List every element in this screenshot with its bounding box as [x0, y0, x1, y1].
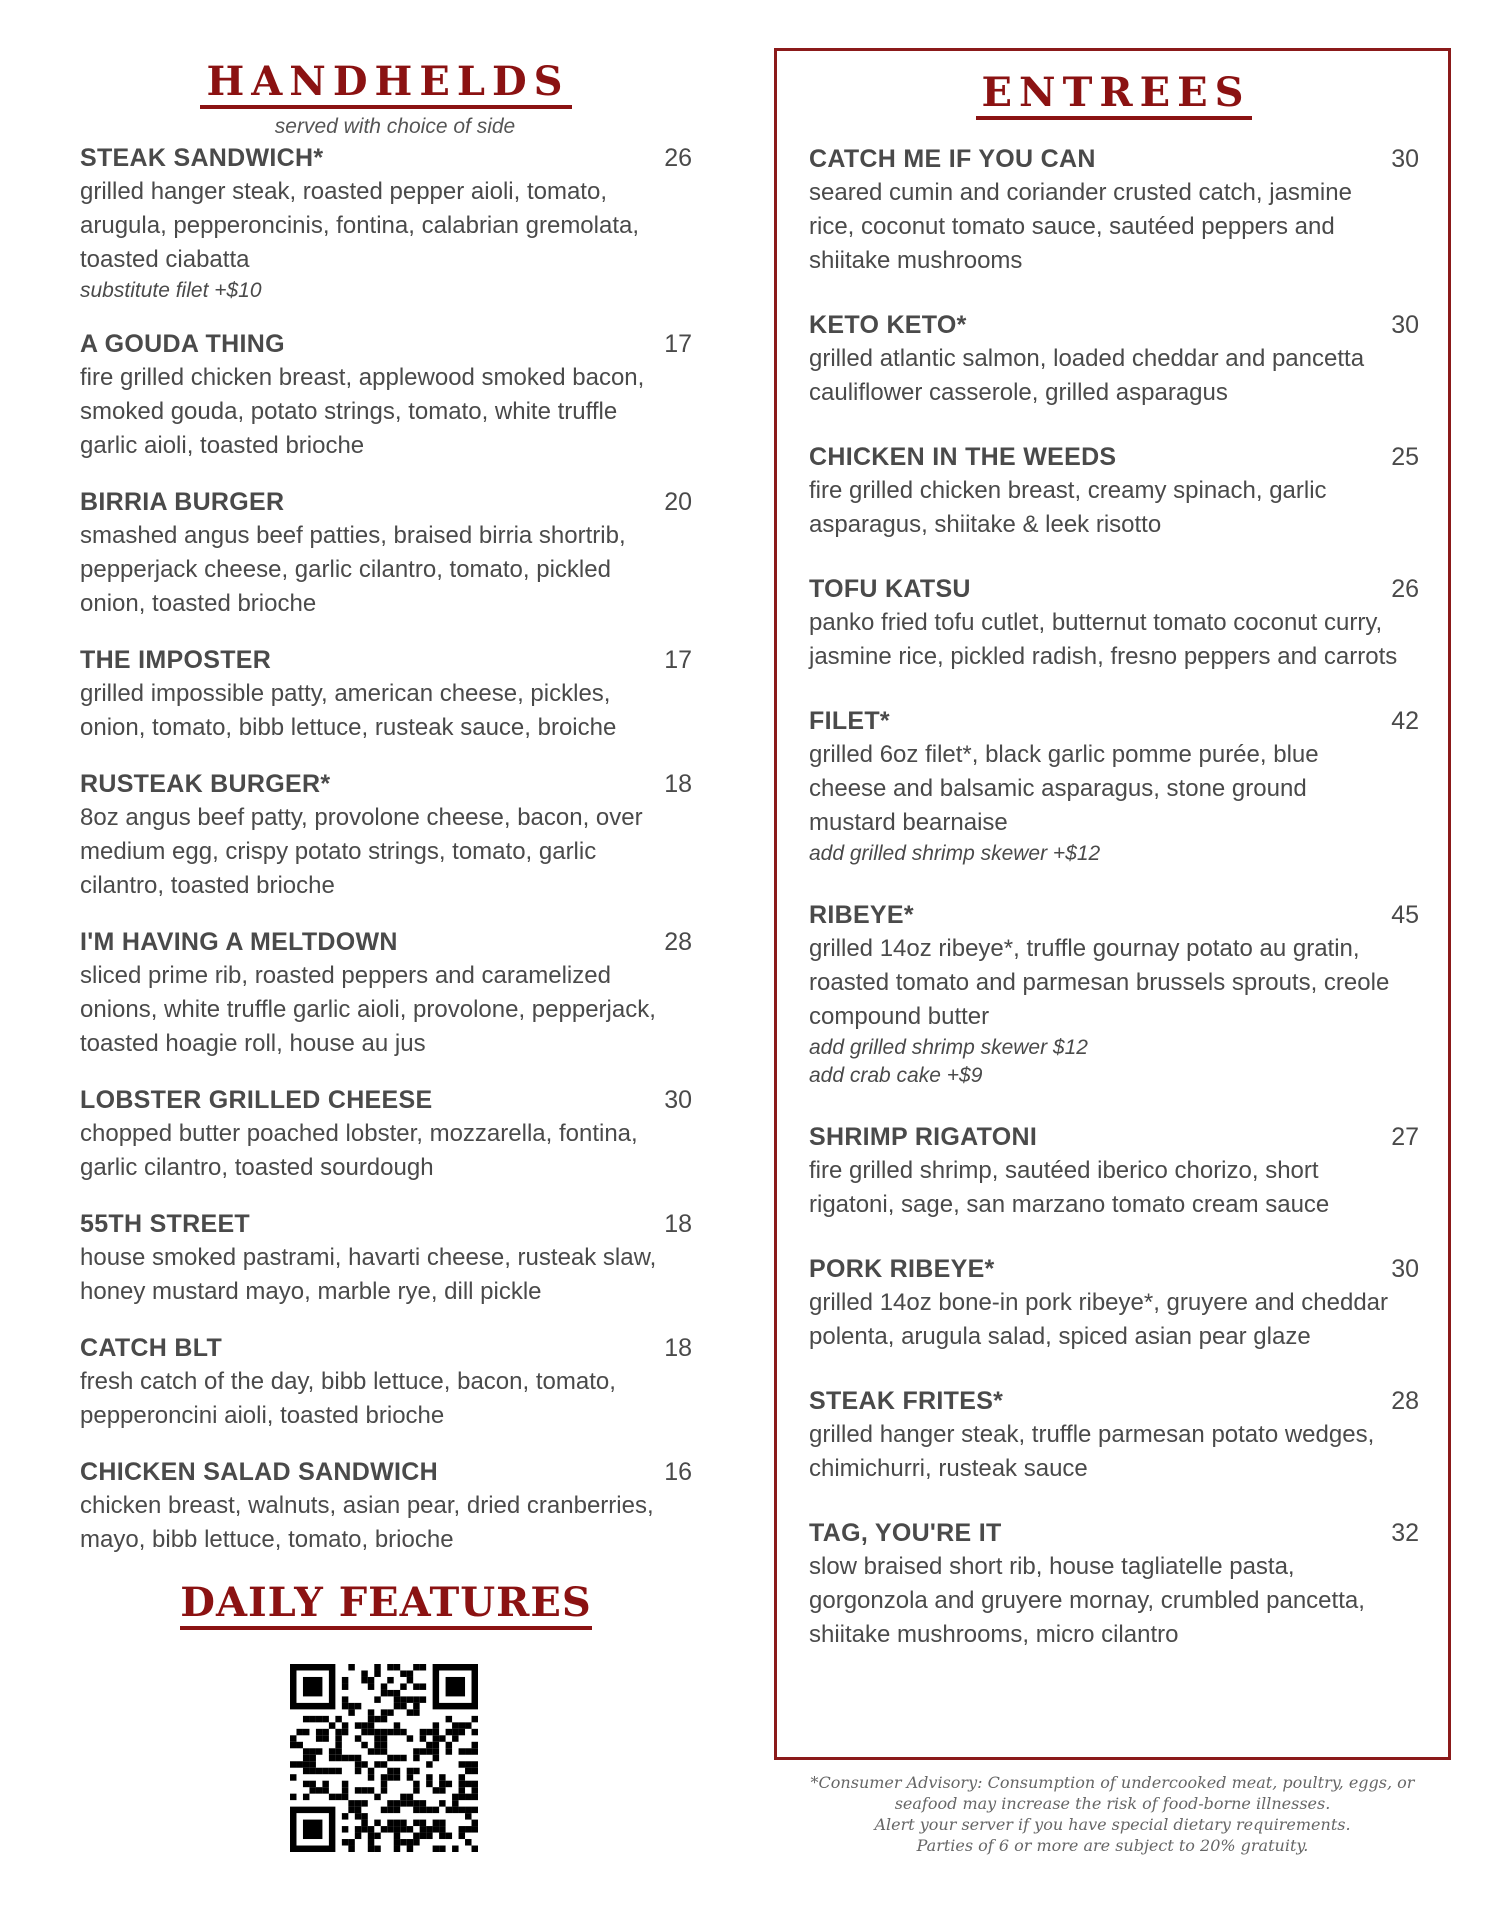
item-description: chopped butter poached lobster, mozzarella, fontina, garlic cilantro, toasted sourdough: [80, 1120, 638, 1181]
item-description: panko fried tofu cutlet, butternut tomato coconut curry, jasmine rice, pickled radish, fresno peppers and carrots: [809, 609, 1398, 670]
item-description: seared cumin and coriander crusted catch, jasmine rice, coconut tomato sauce, sautéed peppers and shiitake mushrooms: [809, 179, 1352, 274]
item-name: 55TH STREET: [80, 1210, 250, 1238]
item-description: grilled 14oz ribeye*, truffle gournay potato au gratin, roasted tomato and parmesan brussels sprouts, creole compound butter: [809, 935, 1390, 1030]
item-description: grilled impossible patty, american cheese, pickles, onion, tomato, bibb lettuce, rusteak sauce, broiche: [80, 680, 617, 741]
handhelds-subtitle: served with choice of side: [274, 115, 516, 138]
item-description: grilled atlantic salmon, loaded cheddar and pancetta cauliflower casserole, grilled asparagus: [809, 345, 1365, 406]
item-description: fresh catch of the day, bibb lettuce, bacon, tomato, pepperoncini aioli, toasted brioche: [80, 1368, 616, 1429]
item-price: 30: [664, 1086, 692, 1114]
item-description: chicken breast, walnuts, asian pear, dried cranberries, mayo, bibb lettuce, tomato, brioche: [80, 1492, 654, 1553]
item-description: smashed angus beef patties, braised birria shortrib, pepperjack cheese, garlic cilantro, tomato, pickled onion, toasted brioche: [80, 522, 626, 617]
item-price: 26: [1391, 575, 1419, 603]
item-description: fire grilled chicken breast, applewood smoked bacon, smoked gouda, potato strings, tomato, white truffle garlic aioli, toasted brioche: [80, 364, 645, 459]
item-price: 17: [664, 330, 692, 358]
item-name: FILET*: [809, 707, 890, 735]
handhelds-column: [80, 58, 692, 1630]
handhelds-list: [80, 141, 692, 1557]
item-name: A GOUDA THING: [80, 330, 285, 358]
item-name: I'M HAVING A MELTDOWN: [80, 928, 398, 956]
item-name: RUSTEAK BURGER*: [80, 770, 331, 798]
item-note: add grilled shrimp skewer $12: [809, 1036, 1088, 1059]
menu-item: [809, 704, 1419, 868]
menu-item: [80, 767, 692, 903]
item-price: 42: [1391, 707, 1419, 735]
menu-item: [80, 1455, 692, 1557]
item-price: 16: [664, 1458, 692, 1486]
advisory-line: *Consumer Advisory: Consumption of undercooked meat, poultry, eggs, or: [810, 1773, 1415, 1792]
item-note: substitute filet +$10: [80, 279, 262, 302]
daily-features-title: DAILY FEATURES: [80, 1579, 692, 1630]
menu-item: [80, 1331, 692, 1433]
item-price: 17: [664, 646, 692, 674]
item-name: TAG, YOU'RE IT: [809, 1519, 1002, 1547]
entrees-box: [774, 48, 1451, 1760]
item-description: house smoked pastrami, havarti cheese, rusteak slaw, honey mustard mayo, marble rye, dill pickle: [80, 1244, 657, 1305]
item-name: CATCH BLT: [80, 1334, 223, 1362]
menu-item: [80, 925, 692, 1061]
qr-code-icon[interactable]: [290, 1664, 478, 1852]
item-name: CHICKEN IN THE WEEDS: [809, 443, 1117, 471]
item-description: fire grilled chicken breast, creamy spinach, garlic asparagus, shiitake & leek risotto: [809, 477, 1327, 538]
menu-item: [809, 440, 1419, 542]
menu-item: [809, 572, 1419, 674]
menu-item: [809, 1516, 1419, 1652]
item-price: 28: [664, 928, 692, 956]
item-price: 26: [664, 144, 692, 172]
handhelds-title: HANDHELDS: [80, 58, 692, 109]
menu-item: [80, 1083, 692, 1185]
item-name: TOFU KATSU: [809, 575, 971, 603]
menu-item: [80, 485, 692, 621]
item-description: slow braised short rib, house tagliatelle pasta, gorgonzola and gruyere mornay, crumbled pancetta, shiitake mushrooms, micro cilantro: [809, 1553, 1365, 1648]
item-price: 32: [1391, 1519, 1419, 1547]
advisory-line: seafood may increase the risk of food-borne illnesses.: [894, 1794, 1331, 1813]
item-description: sliced prime rib, roasted peppers and caramelized onions, white truffle garlic aioli, provolone, pepperjack, toasted hoagie roll, house au jus: [80, 962, 656, 1057]
entrees-title: ENTREES: [809, 69, 1419, 120]
item-name: STEAK FRITES*: [809, 1387, 1004, 1415]
item-description: grilled 14oz bone-in pork ribeye*, gruyere and cheddar polenta, arugula salad, spiced asian pear glaze: [809, 1289, 1389, 1350]
item-price: 28: [1391, 1387, 1419, 1415]
menu-item: [809, 308, 1419, 410]
consumer-advisory: [774, 1772, 1451, 1856]
item-price: 45: [1391, 901, 1419, 929]
item-name: CATCH ME IF YOU CAN: [809, 145, 1096, 173]
menu-item: [809, 1252, 1419, 1354]
item-price: 27: [1391, 1123, 1419, 1151]
menu-item: [80, 1207, 692, 1309]
item-note: add grilled shrimp skewer +$12: [809, 842, 1101, 865]
item-price: 30: [1391, 1255, 1419, 1283]
item-description: 8oz angus beef patty, provolone cheese, bacon, over medium egg, crispy potato strings, tomato, garlic cilantro, toasted brioche: [80, 804, 643, 899]
item-price: 18: [664, 770, 692, 798]
item-description: grilled hanger steak, truffle parmesan potato wedges, chimichurri, rusteak sauce: [809, 1421, 1375, 1482]
menu-item: [809, 898, 1419, 1090]
item-description: grilled hanger steak, roasted pepper aioli, tomato, arugula, pepperoncinis, fontina, calabrian gremolata, toasted ciabatta: [80, 178, 640, 273]
item-price: 18: [664, 1334, 692, 1362]
item-price: 25: [1391, 443, 1419, 471]
item-price: 30: [1391, 145, 1419, 173]
item-name: THE IMPOSTER: [80, 646, 272, 674]
item-price: 20: [664, 488, 692, 516]
item-name: LOBSTER GRILLED CHEESE: [80, 1086, 433, 1114]
menu-item: [80, 327, 692, 463]
menu-item: [80, 643, 692, 745]
menu-item: [80, 141, 692, 305]
item-price: 30: [1391, 311, 1419, 339]
menu-item: [809, 1384, 1419, 1486]
item-description: grilled 6oz filet*, black garlic pomme purée, blue cheese and balsamic asparagus, stone ground mustard bearnaise: [809, 741, 1319, 836]
advisory-line: Parties of 6 or more are subject to 20% gratuity.: [916, 1836, 1309, 1855]
item-name: SHRIMP RIGATONI: [809, 1123, 1038, 1151]
item-name: KETO KETO*: [809, 311, 967, 339]
menu-item: [809, 1120, 1419, 1222]
menu-item: [809, 142, 1419, 278]
item-name: STEAK SANDWICH*: [80, 144, 324, 172]
item-price: 18: [664, 1210, 692, 1238]
entrees-list: [809, 142, 1419, 1652]
advisory-line: Alert your server if you have special dietary requirements.: [874, 1815, 1351, 1834]
item-name: BIRRIA BURGER: [80, 488, 285, 516]
item-name: RIBEYE*: [809, 901, 914, 929]
item-note: add crab cake +$9: [809, 1064, 983, 1087]
item-name: CHICKEN SALAD SANDWICH: [80, 1458, 438, 1486]
item-description: fire grilled shrimp, sautéed iberico chorizo, short rigatoni, sage, san marzano tomato cream sauce: [809, 1157, 1330, 1218]
item-name: PORK RIBEYE*: [809, 1255, 995, 1283]
